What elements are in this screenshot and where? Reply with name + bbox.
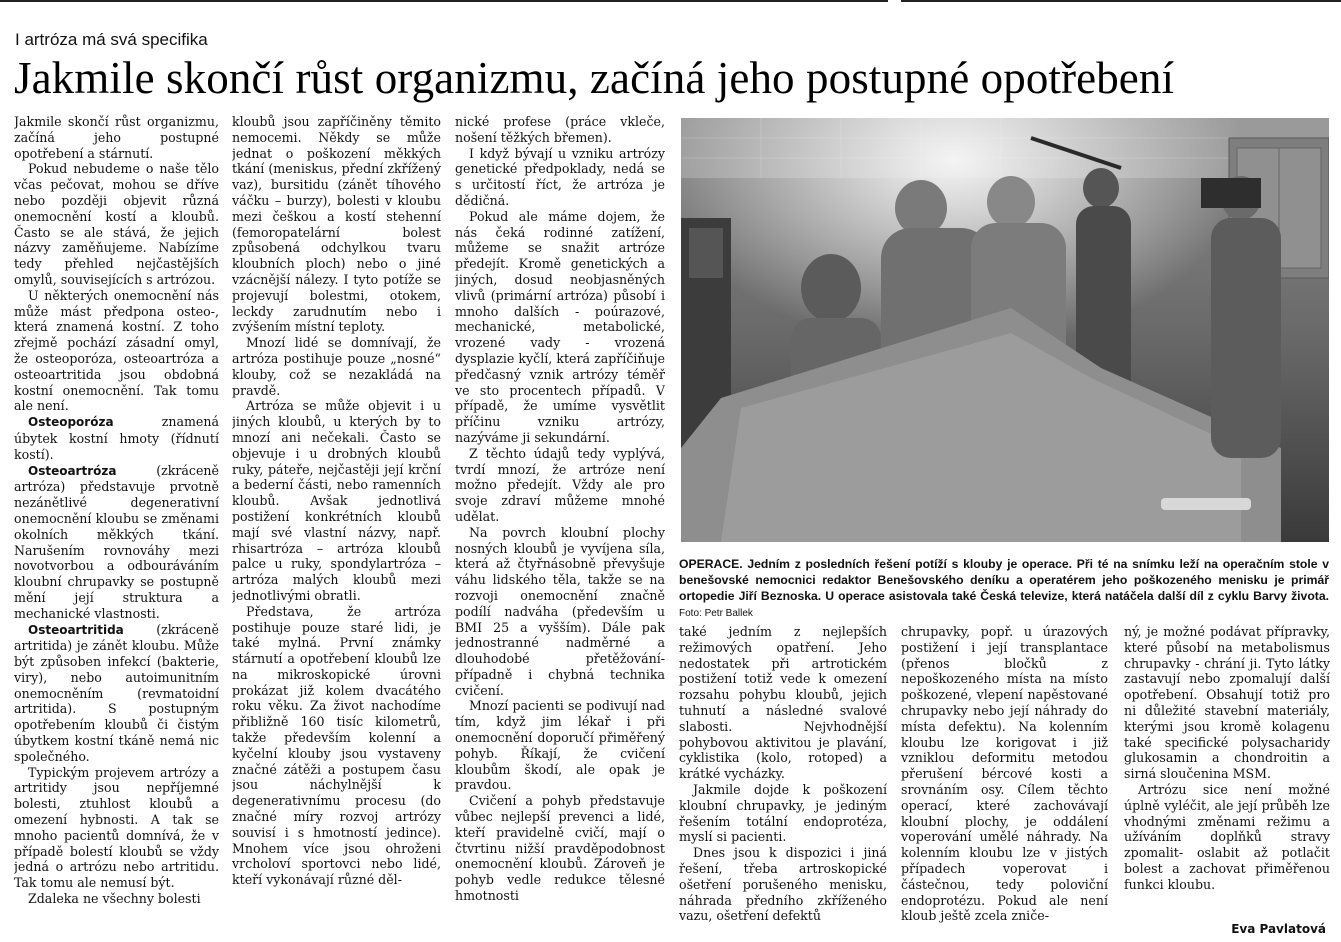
article-column-6 <box>1124 624 1330 924</box>
term-osteoporoza: Osteoporóza <box>28 415 114 430</box>
article-column-4 <box>679 624 887 940</box>
caption-text: OPERACE. Jedním z posledních řešení potíží s klouby je operace. Při té na snímku leží na operačním stole v benešovské nemocnici redaktor Benešovského deníku a operatérem jeho poškozeného menisku je primář ortopedie Jiří Beznoska. U operace asistovala také Česká televize, která natáčela další díl z cyklu Barvy života. <box>679 557 1329 603</box>
photo-caption <box>679 556 1329 622</box>
paragraph: kloubů jsou zapříčiněny těmito nemocemi. Někdy se může jednat o poškození měkkých tkání (meniskus, přední zkřížený vaz), bursitidu (zánět tíhového váčku – burzy), bolesti v kloubu mezi češkou a kostí stehenní (femoropatelární bolest způsobená odchylkou tvaru kloubních ploch) nebo o jiné vzácnější nálezy. I tyto potíže se projevují bolestmi, otokem, leckdy zarudnutím nebo i zvýšením místní teploty. <box>232 114 441 335</box>
paragraph: Cvičení a pohyb představuje vůbec nejlepší prevenci a lidé, kteří pravidelně cvičí, mají o čtvrtinu nižší pravděpodobnost onemocnění kloubů. Zároveň je pohyb vedle redukce tělesné hmotnosti <box>455 793 665 904</box>
paragraph: chrupavky, popř. u úrazových postižení i její transplantace (přenos bločků z nepoškozeného místa na místo poškozené, vlepení napěstované chrupavky nebo její náhrady do místa defektu). Na kolenním kloubu lze korigovat i již vzniklou deformitu metodou přerušení bércové kosti a srovnáním osy. Cílem těchto operací, které zachovávají kloubní plochy, je oddálení voperování umělé náhrady. Na kolenním kloubu lze v jistých případech voperovat i částečnou, tedy poloviční endoprotézu. Pokud ale není kloub ještě zcela zniče- <box>901 624 1108 924</box>
paragraph: Na povrch kloubní plochy nosných kloubů je vyvíjena síla, která až čtyřnásobně převyšuje váhu lidského těla, takže se na rozvoji onemocnění značně podílí nadváha (především u BMI 25 a vyšším). Dále pak jednostranné nadměrné a dlouhodobé přetěžování- případně i chybná technika cvičení. <box>455 524 665 698</box>
paragraph <box>14 463 219 622</box>
paragraph: Představa, že artróza postihuje pouze staré lidi, je také mylná. První známky stárnutí a opotřebení kloubů lze na mikroskopické úrovni prokázat již kolem dvacátého roku věku. Za život nachodíme přibližně 160 tisíc kilometrů, takže především kolenní a kyčelní klouby jsou vystaveny značné zátěži a postupem času jsou náchylnější k degenerativnímu procesu (do značné míry rozvoj artrózy souvisí i s hmotností jedince). Mnohem více jsou ohroženi vrcholoví sportovci nebo lidé, kteří vykonávají různé děl- <box>232 603 441 888</box>
definition-text: (zkráceně artritida) je zánět kloubu. Může být způsoben infekcí (bakterie, viry), nebo autoimunitním onemocněním (revmatoidní artritida). S postupným opotřebením kloubů či čistým úbytkem kostní tkáně nemá nic společného. <box>14 621 219 764</box>
paragraph: Artrózu sice není možné úplně vyléčit, ale její průběh lze vhodnými změnami režimu a užíváním doplňků stravy zpomalit- oslabit až potlačit bolest a zachovat přiměřenou funkci kloubu. <box>1124 781 1330 892</box>
term-osteoartroza: Osteoartróza <box>28 463 117 478</box>
paragraph: Zdaleka ne všechny bolesti <box>28 891 201 907</box>
author-byline: Eva Pavlatová <box>1231 922 1326 936</box>
kicker: I artróza má svá specifika <box>15 30 208 49</box>
paragraph: Z těchto údajů tedy vyplývá, tvrdí mnozí, že artróze není možno předejít. Vždy ale pro svoje zdraví můžeme mnohé udělat. <box>455 445 665 524</box>
paragraph: U některých onemocnění nás může mást předpona osteo-, která znamená kostní. Z toho zřejmě pochází zásadní omyl, že osteoporóza, osteoartróza a osteoartritida jsou obdobná kostní onemocnění. Tak tomu ale není. <box>14 287 219 414</box>
term-osteoartritida: Osteoartritida <box>28 622 124 637</box>
paragraph: ný, je možné podávat přípravky, které působí na metabolismus chrupavky - chrání ji. Tyto látky zastavují nebo zpomalují další opotřebení. Obsahují totiž pro ni důležité stavební materiály, kterými jsou kromě kolagenu také specifické polysacharidy glukosamin a chondroitin a sirná sloučenina MSM. <box>1124 624 1330 782</box>
top-rule <box>0 0 1341 3</box>
top-rule-left <box>0 0 888 2</box>
headline: Jakmile skončí růst organizmu, začíná jeho postupné opotřebení <box>14 53 1175 103</box>
paragraph: Jakmile skončí růst organizmu, začíná jeho postupné opotřebení a stárnutí. <box>14 114 219 161</box>
paragraph: Mnozí pacienti se podivují nad tím, když jim lékař i při onemocnění doporučí přiměřený pohyb. Říkají, že cvičení kloubům škodí, ale opak je pravdou. <box>455 698 665 793</box>
paragraph: Typickým projevem artrózy a artritidy jsou nepříjemné bolesti, ztuhlost kloubů a omezení hybnosti. A tak se mnoho pacientů domnívá, že v případě bolestí kloubů se vždy jedná o artrózu nebo artritidu. Tak tomu ale nemusí být. <box>14 764 219 891</box>
paragraph <box>14 622 219 765</box>
paragraph: Pokud ale máme dojem, že nás čeká rodinné zatížení, můžeme se snažit artróze předejít. Kromě genetických a jiných, dosud neobjasněných vlivů (primární artróza) působí i mnoho dalších - poúrazové, mechanické, metabolické, vrozené vady - vrozená dysplazie kyčlí, která zapříčiňuje předčasný vznik artrózy téměř ve sto procentech případů. V případě, že umíme vysvětlit příčinu vzniku artrózy, nazýváme ji sekundární. <box>455 208 665 445</box>
paragraph: nické profese (práce vkleče, nošení těžkých břemen). <box>455 114 665 145</box>
article-column-1 <box>14 114 219 940</box>
definition-text: (zkráceně artróza) představuje prvotně nezánětlivé degenerativní onemocnění kloubu se změnami okolních měkkých tkání. Narušením rovnováhy mezi novotvorbou a odbouráváním kloubní chrupavky se postupně mění její struktura a mechanické vlastnosti. <box>14 462 219 621</box>
article-column-3 <box>455 114 665 940</box>
paragraph: I když bývají u vzniku artrózy genetické předpoklady, nedá se s určitostí říct, že artróza je dědičná. <box>455 145 665 208</box>
paragraph: Pokud nebudeme o naše tělo včas pečovat, mohou se dříve nebo později objevit různá onemocnění kostí a kloubů. Často se ale stává, že jejich názvy zaměňujeme. Nabízíme tedy přehled nejčastějších omylů, souvisejících s artrózou. <box>14 161 219 287</box>
paragraph: Jakmile dojde k poškození kloubní chrupavky, je jediným řešením totální endoprotéza, myslí si pacienti. <box>679 781 887 845</box>
paragraph: také jedním z nejlepších režimových opatření. Jeho nedostatek při artrotickém postižení totiž vede k omezení rozsahu pohybu kloubů, jejich tuhnutí a následné svalové slabosti. Nejvhodnější pohybovou aktivitou je plavání, cyklistika (kolo, rotoped) a krátké vycházky. <box>679 624 887 782</box>
paragraph: Artróza se může objevit i u jiných kloubů, u kterých by to mnozí ani nečekali. Často se objevuje i u drobných kloubů ruky, páteře, nejčastěji její krční a bederní části, nebo ramenních kloubů. Avšak jednotlivá postižení konkrétních kloubů mají své vlastní názvy, např. rhisartróza – artróza kloubů palce u ruky, spondylartróza – artróza malých kloubů mezi jednotlivými obratli. <box>232 398 441 603</box>
paragraph: Mnozí lidé se domnívají, že artróza postihuje pouze „nosné“ klouby, což se nezakládá na pravdě. <box>232 335 441 398</box>
paragraph <box>14 414 219 462</box>
article-column-5 <box>901 624 1108 940</box>
operation-photo-illustration <box>681 118 1329 542</box>
top-rule-right <box>901 0 1341 2</box>
operation-photo <box>681 118 1329 542</box>
paragraph: Dnes jsou k dispozici i jiná řešení, třeba artroskopické ošetření porušeného menisku, náhrada předního zkříženého vazu, ošetření defektů <box>679 845 887 924</box>
article-column-2 <box>232 114 441 940</box>
photo-credit: Foto: Petr Ballek <box>679 608 753 619</box>
definition-text: znamená úbytek kostní hmoty (řídnutí kostí). <box>14 414 219 462</box>
